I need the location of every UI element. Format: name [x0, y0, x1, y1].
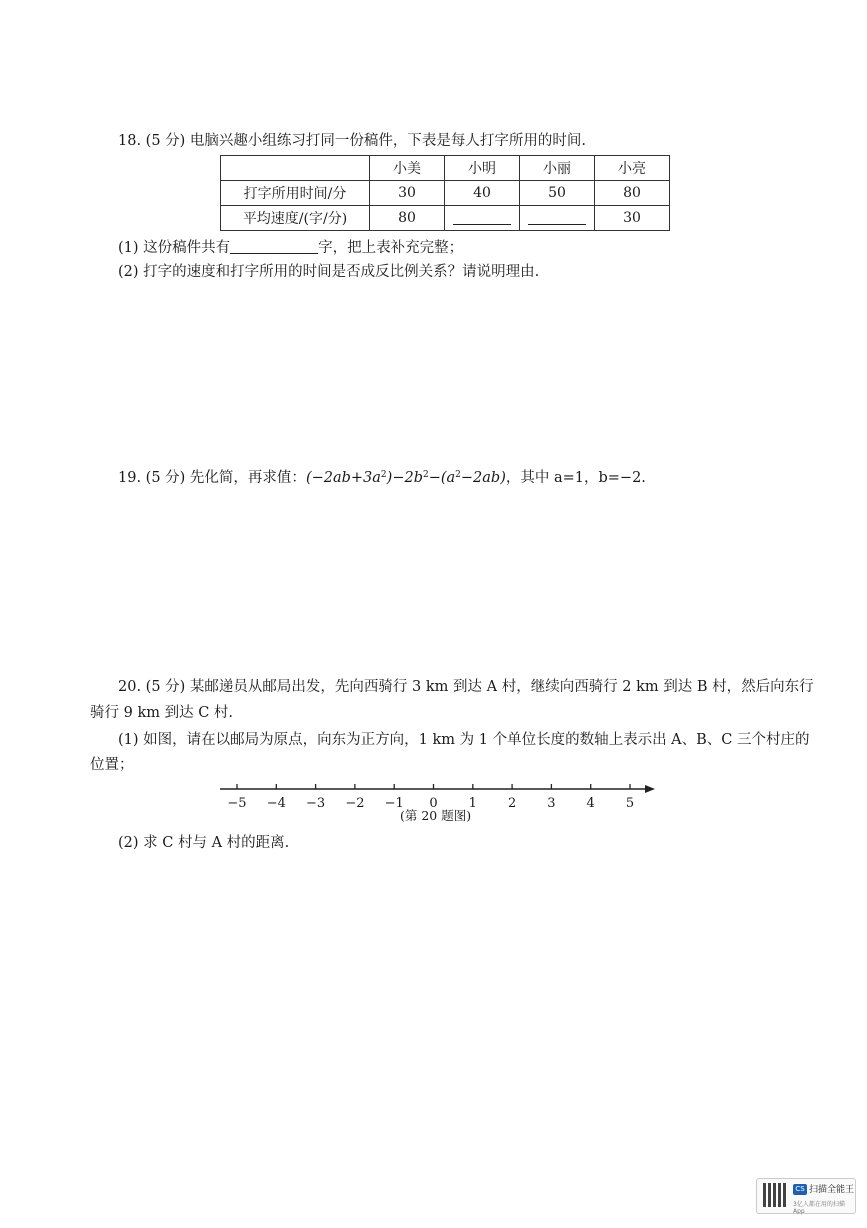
table-cell: 50	[520, 181, 595, 206]
table-row	[221, 181, 670, 206]
table-corner-cell	[221, 156, 370, 181]
number-line-tick-label: 4	[586, 796, 595, 811]
table-cell: 30	[595, 206, 670, 231]
q19-exp: 2	[380, 470, 387, 480]
scanner-title: 扫描全能王	[809, 1185, 855, 1195]
number-line-tick-label: 1	[468, 796, 477, 811]
table-header-cell: 小丽	[520, 156, 595, 181]
q20-part1-line2: 位置；	[90, 757, 134, 773]
q18-part1-text-a: (1) 这份稿件共有	[118, 240, 231, 256]
figure-caption: (第 20 题图)	[400, 808, 472, 823]
number-line-tick-label: −4	[266, 796, 286, 811]
number-line-tick-label: −5	[227, 796, 247, 811]
q18-stem: 18. (5 分) 电脑兴趣小组练习打同一份稿件，下表是每人打字所用的时间.	[118, 133, 587, 149]
q18-table	[220, 155, 670, 231]
table-cell: 30	[370, 181, 445, 206]
scanner-subtitle: 3亿人都在用的扫描App	[793, 1201, 845, 1215]
qr-code-icon	[763, 1183, 787, 1207]
q19-stem	[118, 468, 646, 488]
scanner-watermark	[756, 1178, 856, 1214]
table-cell: 80	[595, 181, 670, 206]
q20-part1-line1: (1) 如图，请在以邮局为原点，向东为正方向，1 km 为 1 个单位长度的数轴上表示出 A、B、C 三个村庄的	[118, 732, 810, 748]
number-line-tick-label: 3	[547, 796, 556, 811]
q20-stem-line2: 骑行 9 km 到达 C 村.	[90, 705, 234, 721]
number-line-tick-label: −3	[306, 796, 326, 811]
q20-part2: (2) 求 C 村与 A 村的距离.	[118, 835, 290, 851]
table-header-row	[221, 156, 670, 181]
table-cell-answer-blank[interactable]	[520, 206, 595, 231]
table-row-label: 打字所用时间/分	[221, 181, 370, 206]
q19-expr-part2: )−2b	[386, 470, 423, 486]
table-cell: 40	[445, 181, 520, 206]
q19-suffix: ，其中 a=1，b=−2.	[505, 470, 646, 486]
number-line-tick-label: 0	[429, 796, 438, 811]
answer-blank-total-words[interactable]	[230, 239, 318, 254]
q18-part1-text-b: 字，把上表补充完整；	[318, 240, 464, 256]
q19-prefix: 19. (5 分) 先化简，再求值：	[118, 470, 306, 486]
number-line-tick-label: 2	[507, 796, 517, 811]
q19-expr-part1: (−2ab+3a	[305, 470, 381, 486]
number-line-tick-label: −1	[384, 796, 404, 811]
q19-expr-part4: −2ab)	[460, 470, 506, 486]
q19-expr-part3: −(a	[428, 470, 456, 486]
q19-exp: 2	[455, 470, 461, 480]
q18-part2: (2) 打字的速度和打字所用的时间是否成反比例关系？请说明理由.	[118, 264, 540, 280]
q18-part1	[118, 238, 463, 258]
table-row-label: 平均速度/(字/分)	[221, 206, 370, 231]
table-header-cell: 小亮	[595, 156, 670, 181]
answer-blank-xiaoli[interactable]	[528, 210, 586, 225]
table-row	[221, 206, 670, 231]
number-line-tick-label: −2	[345, 796, 365, 811]
table-cell-answer-blank[interactable]	[445, 206, 520, 231]
cs-logo-icon: CS	[793, 1184, 807, 1195]
answer-blank-xiaoming[interactable]	[453, 210, 511, 225]
arrow-right-icon	[645, 785, 655, 793]
table-header-cell: 小明	[445, 156, 520, 181]
table-cell: 80	[370, 206, 445, 231]
number-line-tick-label: 5	[625, 796, 635, 811]
q20-stem-line1: 20. (5 分) 某邮递员从邮局出发，先向西骑行 3 km 到达 A 村，继续向西骑行 2 km 到达 B 村，然后向东行	[118, 679, 814, 695]
table-header-cell: 小美	[370, 156, 445, 181]
q19-exp: 2	[422, 470, 429, 480]
